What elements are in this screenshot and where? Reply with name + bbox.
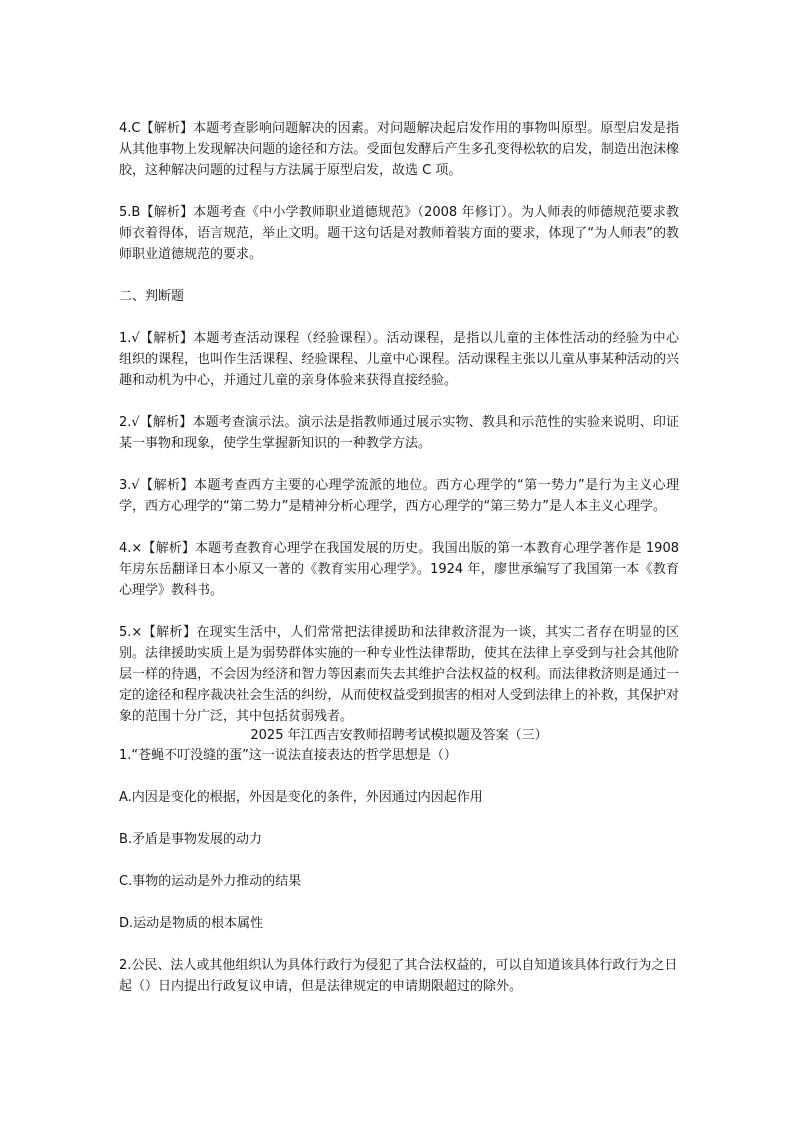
judgment-answer-5: 5.×【解析】在现实生活中，人们常常把法律援助和法律救济混为一谈，其实二者存在明显的区别。法律援助实质上是为弱势群体实施的一种专业性法律帮助，使其在法律上享受到与社会其他阶层一样的待遇，不会因为经济和智力等因素而失去其维护合法权益的权利。而法律救济则是通过一定的途径和程序裁决社会生活的纠纷，从而使权益受到损害的相对人受到法律上的补救，其保护对象的范围十分广泛，其中包括贫弱残者。 <box>119 625 679 724</box>
judgment-answer-3: 3.√【解析】本题考查西方主要的心理学流派的地位。西方心理学的“第一势力”是行为主义心理学，西方心理学的“第二势力”是精神分析心理学，西方心理学的“第三势力”是人本主义心理学。 <box>119 478 679 514</box>
question-1-option-d: D.运动是物质的根本属性 <box>119 916 264 931</box>
judgment-answer-1: 1.√【解析】本题考查活动课程（经验课程）。活动课程，是指以儿童的主体性活动的经验为中心组织的课程，也叫作生活课程、经验课程、儿童中心课程。活动课程主张以儿童从事某种活动的兴趣和动机为中心，并通过儿童的亲身体验来获得直接经验。 <box>119 331 679 388</box>
section-heading-judgment: 二、判断题 <box>119 289 185 304</box>
question-1-option-a: A.内因是变化的根据，外因是变化的条件，外因通过内因起作用 <box>119 790 483 805</box>
judgment-answer-2: 2.√【解析】本题考查演示法。演示法是指教师通过展示实物、教具和示范性的实验来说明、印证某一事物和现象，使学生掌握新知识的一种教学方法。 <box>119 415 679 451</box>
answer-5b: 5.B【解析】本题考查《中小学教师职业道德规范》（2008 年修订）。为人师表的师德规范要求教师衣着得体，语言规范，举止文明。题干这句话是对教师着装方面的要求，体现了“为人师表”的教师职业道德规范的要求。 <box>119 205 679 262</box>
question-1-stem: 1.“苍蝇不叮没缝的蛋”这一说法直接表达的哲学思想是（） <box>119 748 457 763</box>
document-title: 2025 年江西吉安教师招聘考试模拟题及答案（三） <box>250 728 548 743</box>
question-2-stem: 2.公民、法人或其他组织认为具体行政行为侵犯了其合法权益的，可以自知道该具体行政行为之日起（）日内提出行政复议申请，但是法律规定的申请期限超过的除外。 <box>119 958 678 994</box>
question-1-option-c: C.事物的运动是外力推动的结果 <box>119 874 302 889</box>
question-1-option-b: B.矛盾是事物发展的动力 <box>119 832 263 847</box>
answer-4c: 4.C【解析】本题考查影响问题解决的因素。对问题解决起启发作用的事物叫原型。原型启发是指从其他事物上发现解决问题的途径和方法。受面包发酵后产生多孔变得松软的启发，制造出泡沫橡胶，这种解决问题的过程与方法属于原型启发，故选 C 项。 <box>119 121 679 178</box>
judgment-answer-4: 4.×【解析】本题考查教育心理学在我国发展的历史。我国出版的第一本教育心理学著作是 1908 年房东岳翻译日本小原又一著的《教育实用心理学》。1924 年，廖世承编写了我国第一本《教育心理学》教科书。 <box>119 541 679 598</box>
document-page <box>119 118 679 997</box>
